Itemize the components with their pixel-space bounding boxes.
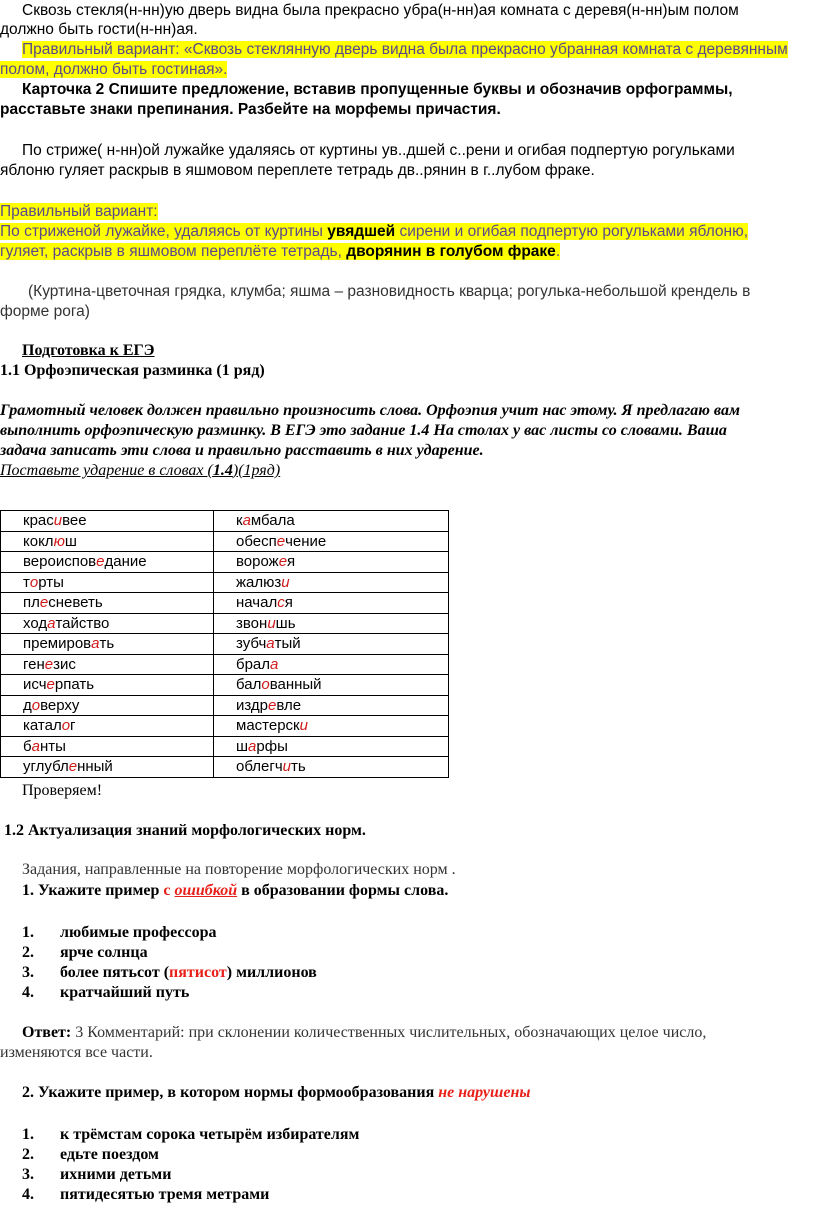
- table-row: [1, 552, 449, 573]
- table-row: [1, 654, 449, 675]
- ege-intro-line-3: задача записать эти слова и правильно расставить в них ударение.: [0, 442, 484, 459]
- card2-note-line-2: форме рога): [0, 303, 90, 320]
- ege-subheading: 1.1 Орфоэпическая разминка (1 ряд): [0, 362, 265, 379]
- card2-title-line-2: расставьте знаки препинания. Разбейте на морфемы причастия.: [0, 101, 501, 118]
- stress-word: коклюш: [1, 531, 214, 552]
- table-row: [1, 757, 449, 778]
- stress-word: доверху: [1, 695, 214, 716]
- stress-word: исчерпать: [1, 675, 214, 696]
- question-1: 1. Укажите пример с ошибкой в образовании формы слова.: [22, 882, 449, 899]
- table-row: [1, 511, 449, 532]
- stress-word: начался: [214, 593, 449, 614]
- stress-word: красивее: [1, 511, 214, 532]
- answer-line-1: Ответ: 3 Комментарий: при склонении количественных числительных, обозначающих целое число,: [22, 1024, 707, 1041]
- ege-intro-line-2: выполнить орфоэпическую разминку. В ЕГЭ это задание 1.4 На столах у вас листы со словами. Ваша: [0, 422, 727, 439]
- card2-answer-line-1: По стриженой лужайке, удаляясь от куртины увядшей сирени и огибая подпертую рогульками яблоню,: [0, 223, 749, 240]
- stress-word: плесневеть: [1, 593, 214, 614]
- card2-task-line-1: По стриже( н-нн)ой лужайке удаляясь от куртины ув..дшей с..рени и огибая подпертую рогульками: [22, 142, 735, 159]
- card2-task-line-2: яблоню гуляет раскрыв в яшмовом переплете тетрадь дв..рянин в г..лубом фраке.: [0, 162, 595, 179]
- q2-option-2: 2. едьте поездом: [22, 1146, 159, 1163]
- stress-word: каталог: [1, 716, 214, 737]
- stress-word: ходатайство: [1, 613, 214, 634]
- stress-word: банты: [1, 736, 214, 757]
- q1-option-3: 3. более пятьсот (пятисот) миллионов: [22, 964, 317, 981]
- ege-heading: Подготовка к ЕГЭ: [22, 342, 155, 359]
- table-row: [1, 572, 449, 593]
- ege-intro-line-1: Грамотный человек должен правильно произносить слова. Орфоэпия учит нас этому. Я предлагаю вам: [0, 402, 740, 419]
- stress-word: премировать: [1, 634, 214, 655]
- q2-option-3: 3. ихними детьми: [22, 1166, 172, 1183]
- ege-instruction: Поставьте ударение в словах (1.4)(1ряд): [0, 462, 281, 479]
- stress-word: зубчатый: [214, 634, 449, 655]
- table-row: [1, 634, 449, 655]
- intro-answer-line-1: Правильный вариант: «Сквозь стеклянную дверь видна была прекрасно убранная комната с деревянным: [22, 41, 788, 58]
- card2-answer-line-2: гуляет, раскрыв в яшмовом переплёте тетрадь, дворянин в голубом фраке.: [0, 243, 561, 260]
- q1-option-1: 1. любимые профессора: [22, 924, 217, 941]
- table-row: [1, 675, 449, 696]
- stress-word: торты: [1, 572, 214, 593]
- table-row: [1, 593, 449, 614]
- question-2: 2. Укажите пример, в котором нормы формообразования не нарушены: [22, 1084, 531, 1101]
- answer-line-2: изменяются все части.: [0, 1044, 153, 1061]
- table-row: [1, 695, 449, 716]
- stress-word: мастерски: [214, 716, 449, 737]
- stress-words-table: [0, 510, 449, 778]
- stress-word: звонишь: [214, 613, 449, 634]
- stress-word: издревле: [214, 695, 449, 716]
- stress-word: брала: [214, 654, 449, 675]
- stress-word: облегчить: [214, 757, 449, 778]
- q2-option-1: 1. к трёмстам сорока четырём избирателям: [22, 1126, 360, 1143]
- card2-note-line-1: (Куртина-цветочная грядка, клумба; яшма – разновидность кварца; рогулька-небольшой крендель в: [28, 283, 751, 300]
- table-row: [1, 716, 449, 737]
- stress-word: ворожея: [214, 552, 449, 573]
- q1-option-2: 2. ярче солнца: [22, 944, 148, 961]
- stress-word: шарфы: [214, 736, 449, 757]
- stress-word: вероисповедание: [1, 552, 214, 573]
- stress-word: камбала: [214, 511, 449, 532]
- check-label: Проверяем!: [22, 782, 103, 799]
- stress-word: балованный: [214, 675, 449, 696]
- q2-option-4: 4. пятидесятью тремя метрами: [22, 1186, 270, 1203]
- table-row: [1, 531, 449, 552]
- card2-title-line-1: Карточка 2 Спишите предложение, вставив пропущенные буквы и обозначив орфограммы,: [22, 81, 733, 98]
- section-1-2-title: 1.2 Актуализация знаний морфологических норм.: [4, 822, 366, 839]
- intro-line-2: должно быть гости(н-нн)ая.: [0, 21, 198, 38]
- section-1-2-intro: Задания, направленные на повторение морфологических норм .: [22, 861, 456, 878]
- intro-answer-line-2: полом, должно быть гостиная».: [0, 61, 228, 78]
- table-row: [1, 736, 449, 757]
- card2-answer-label: Правильный вариант:: [0, 203, 158, 220]
- stress-word: генезис: [1, 654, 214, 675]
- table-row: [1, 613, 449, 634]
- intro-line-1: Сквозь стекля(н-нн)ую дверь видна была прекрасно убра(н-нн)ая комната с деревя(н-нн)ым полом: [22, 2, 739, 19]
- stress-word: обеспечение: [214, 531, 449, 552]
- stress-word: углубленный: [1, 757, 214, 778]
- q1-option-4: 4. кратчайший путь: [22, 984, 190, 1001]
- stress-word: жалюзи: [214, 572, 449, 593]
